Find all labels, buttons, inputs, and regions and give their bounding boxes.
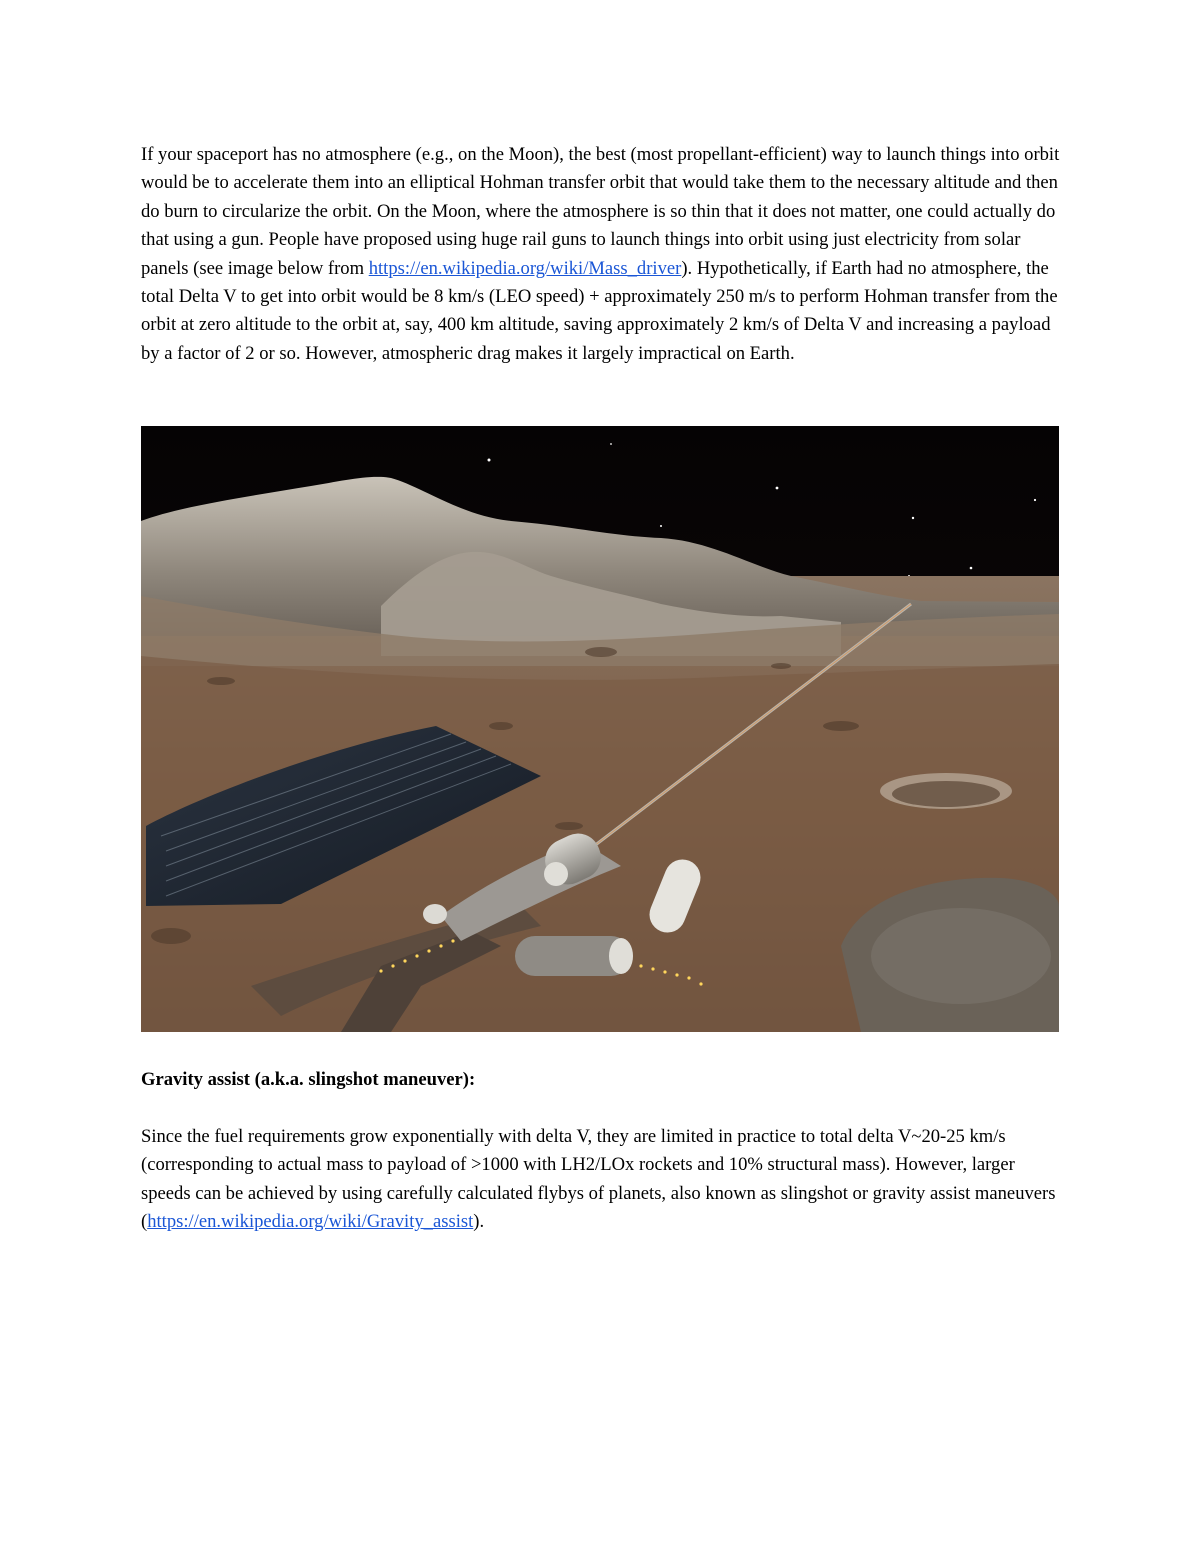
mass-driver-link[interactable]: https://en.wikipedia.org/wiki/Mass_driver xyxy=(368,257,682,279)
intro-paragraph xyxy=(141,141,1066,368)
gravity-assist-heading: Gravity assist (a.k.a. slingshot maneuver): xyxy=(141,1069,476,1090)
gravity-text-before-link: Since the fuel requirements grow exponentially with delta V, they are limited in practice to total delta V~20-25 km/s (corresponding to actual mass to payload of >1000 with LH2/LOx rockets and 10% structural mass). However, larger speeds can be achieved by using carefully calculated flybys of planets, also known as slingshot or gravity assist maneuvers ( xyxy=(141,1126,1056,1233)
lunar-mass-driver-illustration xyxy=(141,426,1059,1032)
gravity-assist-paragraph xyxy=(141,1123,1066,1237)
intro-text-before-link: If your spaceport has no atmosphere (e.g., on the Moon), the best (most propellant-efficient) way to launch things into orbit would be to accelerate them into an elliptical Hohman transfer orbit that would take them to the necessary altitude and then do burn to circularize the orbit. On the Moon, where the atmosphere is so thin that it does not matter, one could actually do that using a gun. People have proposed using huge rail guns to launch things into orbit using just electricity from solar panels (see image below from xyxy=(141,144,1060,279)
gravity-assist-link[interactable]: https://en.wikipedia.org/wiki/Gravity_assist xyxy=(147,1211,474,1233)
gravity-text-after-link: ). xyxy=(473,1211,485,1233)
lunar-base-painting xyxy=(141,426,1059,1032)
intro-text-after-link: ). Hypothetically, if Earth had no atmosphere, the total Delta V to get into orbit would be 8 km/s (LEO speed) + approximately 250 m/s to perform Hohman transfer from the orbit at zero altitude to the orbit at, say, 400 km altitude, saving approximately 2 km/s of Delta V and increasing a payload by a factor of 2 or so. However, atmospheric drag makes it largely impractical on Earth. xyxy=(141,257,1058,364)
